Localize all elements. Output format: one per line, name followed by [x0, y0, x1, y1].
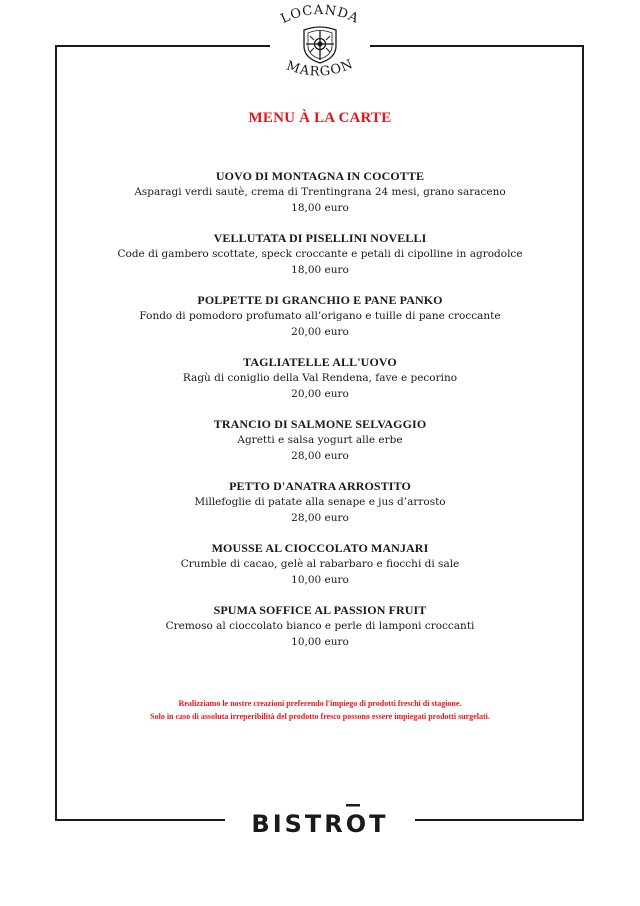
svg-text:BISTROT: BISTROT — [251, 810, 389, 838]
dish-description: Ragù di coniglio della Val Rendena, fave e pecorino — [182, 372, 458, 384]
dish-item — [0, 417, 640, 479]
bistrot-wordmark-logo — [240, 800, 400, 844]
dish-name: MOUSSE AL CIOCCOLATO MANJARI — [211, 541, 429, 555]
seasonal-notice — [0, 697, 640, 723]
dish-list — [0, 169, 640, 665]
notice-line-2: Solo in caso di assoluta irreperibilità del prodotto fresco possono essere impiegati prodotti surgelati. — [150, 712, 490, 721]
dish-item — [0, 293, 640, 355]
dish-price: 28,00 euro — [291, 450, 349, 462]
dish-item — [0, 479, 640, 541]
dish-price: 20,00 euro — [291, 388, 349, 400]
crest-shield-icon — [304, 27, 336, 63]
dish-price: 20,00 euro — [291, 326, 349, 338]
dish-description: Agretti e salsa yogurt alle erbe — [237, 434, 403, 446]
dish-price: 18,00 euro — [291, 264, 349, 276]
menu-title: MENU À LA CARTE — [248, 110, 392, 126]
dish-description: Asparagi verdi sautè, crema di Trentingrana 24 mesi, grano saraceno — [134, 186, 506, 198]
dish-item — [0, 169, 640, 231]
dish-description: Millefoglie di patate alla senape e jus d’arrosto — [194, 496, 446, 508]
notice-line-1: Realizziamo le nostre creazioni preferendo l'impiego di prodotti freschi di stagione. — [178, 699, 462, 708]
dish-name: PETTO D'ANATRA ARROSTITO — [229, 479, 411, 493]
dish-price: 18,00 euro — [291, 202, 349, 214]
dish-item — [0, 603, 640, 665]
dish-name: UOVO DI MONTAGNA IN COCOTTE — [215, 169, 425, 183]
dish-name: SPUMA SOFFICE AL PASSION FRUIT — [213, 603, 427, 617]
dish-name: TAGLIATELLE ALL'UOVO — [243, 355, 397, 369]
dish-name: VELLUTATA DI PISELLINI NOVELLI — [213, 231, 427, 245]
dish-description: Code di gambero scottate, speck croccante e petali di cipolline in agrodolce — [117, 248, 523, 260]
dish-item — [0, 541, 640, 603]
dish-item — [0, 355, 640, 417]
dish-description: Fondo di pomodoro profumato all’origano e tuille di pane croccante — [139, 310, 501, 322]
dish-description: Crumble di cacao, gelè al rabarbaro e fiocchi di sale — [180, 558, 460, 570]
dish-item — [0, 231, 640, 293]
dish-price: 28,00 euro — [291, 512, 349, 524]
locanda-margon-logo — [268, 0, 372, 84]
dish-name: POLPETTE DI GRANCHIO E PANE PANKO — [197, 293, 443, 307]
dish-description: Cremoso al cioccolato bianco e perle di lamponi croccanti — [165, 620, 475, 632]
dish-price: 10,00 euro — [291, 574, 349, 586]
dish-name: TRANCIO DI SALMONE SELVAGGIO — [213, 417, 427, 431]
svg-text:LOCANDA: LOCANDA — [278, 2, 362, 27]
dish-price: 10,00 euro — [291, 636, 349, 648]
svg-text:MARGON: MARGON — [284, 56, 356, 80]
